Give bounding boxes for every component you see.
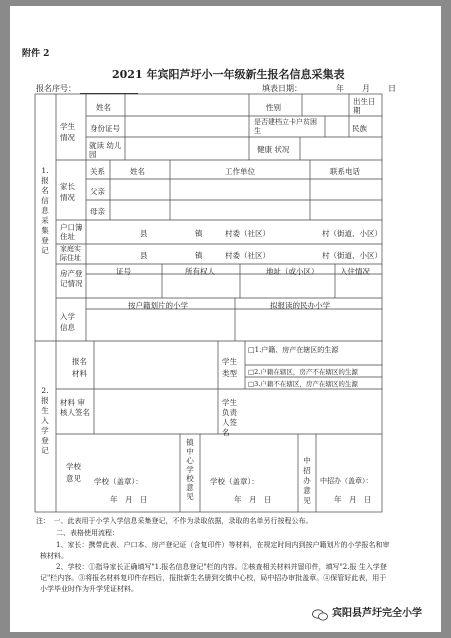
form-title: 2021 年宾阳芦圩小一年级新生报名信息采集表 xyxy=(112,68,345,81)
birth-date-label: 出生日期 xyxy=(353,97,376,115)
addr2-village-committee: 村委（社区） xyxy=(225,251,270,260)
home-address-label: 家庭实际住址 xyxy=(60,245,81,262)
private-school-header: 拟报读的民办小学 xyxy=(270,301,330,310)
town-stamp-date: 年 月 日 xyxy=(234,495,272,504)
fill-date-label: 填表日期： xyxy=(262,84,302,93)
section1-label: 1.报名信息采集登记 xyxy=(41,166,49,255)
mother-label: 母亲 xyxy=(90,207,105,216)
serial-label: 报名序号： xyxy=(36,84,76,93)
hukou-school-header: 按户籍划片的小学 xyxy=(128,301,188,310)
school-stamp-date: 年 月 日 xyxy=(110,495,148,504)
phone-header: 联系电话 xyxy=(330,167,360,176)
section2-label: 2.报生入学登记 xyxy=(41,386,49,455)
town-opinion-label: 镇中心学校意见 xyxy=(186,438,194,501)
addr2-town: 镇 xyxy=(195,251,203,260)
officer-sign-label: 学生负责人签名 xyxy=(222,398,237,437)
addr1-village: 村（街道、小区） xyxy=(322,229,382,238)
work-unit-header: 工作单位 xyxy=(225,167,255,176)
student-type-option-1[interactable]: □1.户籍、房产在辖区的生源 xyxy=(248,346,339,354)
form-page xyxy=(10,6,441,632)
checker-sign-label: 材料 审核人签名 xyxy=(60,398,90,417)
cert-number-header: 证号 xyxy=(116,267,131,276)
addr1-village-committee: 村委（社区） xyxy=(225,229,270,238)
student-info-label: 学生 情况 xyxy=(60,122,75,142)
watermark-brand xyxy=(312,604,422,619)
town-stamp-label: 学校（盖章）： xyxy=(210,477,259,486)
date-year: 年 xyxy=(336,84,344,93)
note-line-1: 注： 一、此表用于小学入学信息采集登记，不作为录取依据，录取的名单另行按程公布。 xyxy=(36,517,313,525)
hukou-address-label: 户口簿住址 xyxy=(60,223,83,241)
district-opinion-label: 中招办意见 xyxy=(303,456,311,505)
student-type-option-3[interactable]: □3.户籍不在辖区，房产在辖区的生源 xyxy=(248,380,358,388)
district-stamp-date: 年 月 日 xyxy=(334,495,372,504)
parents-info-label: 家长 情况 xyxy=(60,182,75,202)
student-type-label: 学生类型 xyxy=(222,357,237,378)
location-header: 地址（或小区） xyxy=(266,267,319,276)
attachment-label: 附件 2 xyxy=(22,49,50,59)
materials-label: 报名材料 xyxy=(72,357,87,378)
property-label: 房产登记情况 xyxy=(60,269,83,288)
father-label: 父亲 xyxy=(90,187,105,196)
school-stamp-label: 学校（盖章）： xyxy=(94,477,143,486)
watermark-text: 宾阳县芦圩完全小学 xyxy=(332,608,422,619)
health-label: 健康 状况 xyxy=(257,145,290,154)
district-stamp-label: 中招办（盖章）： xyxy=(320,477,373,485)
id-number-label: 身份证号 xyxy=(90,124,120,133)
wechat-logo-icon xyxy=(312,606,328,618)
move-in-header: 入住情况 xyxy=(340,267,370,276)
ethnicity-label: 民族 xyxy=(352,124,367,133)
parent-name-header: 姓名 xyxy=(130,167,145,176)
kindergarten-label: 就读 幼儿园 xyxy=(89,141,122,159)
note-line-4: 2、学校：①指导家长正确填写"1.报名信息登记"栏的内容。②核查相关材料并留印件，填写"2.报 生入学登记"栏内容。③将报名材料复印件存档后，报批新生名册到交镇中心校，局中招办审批盖章。④保管好此表，用于小学毕业时作为升学凭证材料。 xyxy=(40,563,387,593)
relation-header: 关系 xyxy=(90,167,105,176)
poverty-label: 是否建档立卡户贫困生 xyxy=(254,118,317,135)
addr2-county: 县 xyxy=(140,251,148,260)
student-type-option-2[interactable]: □2.户籍在辖区，房产不在辖区的生源 xyxy=(248,368,358,376)
addr2-village: 村（街道、小区） xyxy=(322,251,382,260)
addr1-town: 镇 xyxy=(195,229,203,238)
gender-label: 性别 xyxy=(266,103,281,112)
name-label: 姓名 xyxy=(96,103,111,112)
school-opinion-label: 学校意见 xyxy=(66,462,81,483)
note-line-3: 1、家长：携带此表、户口本、房产登记证（含复印件）等材料，在规定时间内到按户籍划片的小学报名和审核材料。 xyxy=(40,541,390,560)
owner-header: 所有权人 xyxy=(185,267,215,276)
note-line-2: 二、表格使用流程： xyxy=(56,529,119,537)
date-day: 日 xyxy=(388,84,396,93)
date-month: 月 xyxy=(362,84,370,93)
addr1-county: 县 xyxy=(140,229,148,238)
enrollment-info-label: 入学信息 xyxy=(60,312,75,332)
